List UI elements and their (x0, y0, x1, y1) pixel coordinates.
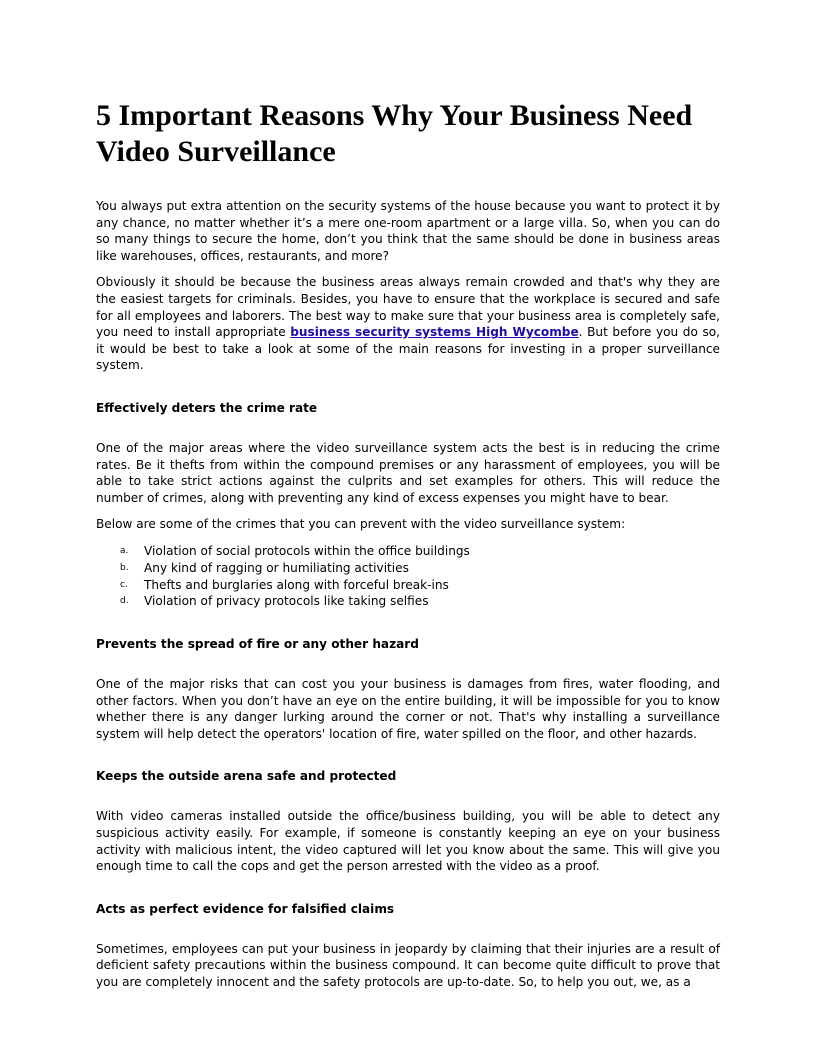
section-fire-paragraph: One of the major risks that can cost you your business is damages from fires, water flooding, and other factors. When you don’t have an eye on the entire building, it will be impossible for you to know whether there is any danger lurking around the corner or not. That's why installing a surveillance system will help detect the operators' location of fire, water spilled on the floor, and other hazards. (96, 677, 720, 741)
list-item-text: Thefts and burglaries along with forceful break-ins (144, 577, 449, 592)
business-security-link[interactable]: business security systems High Wycombe (290, 325, 579, 340)
section-outside-paragraph: With video cameras installed outside the office/business building, you will be able to detect any suspicious activity easily. For example, if someone is constantly keeping an eye on your business activity with malicious intent, the video captured will let you know about the same. This will give you enough time to call the cops and get the person arrested with the video as a proof. (96, 809, 720, 874)
intro-paragraph-2-start: Obviously it should be because the business areas always remain crowded and that's why they are the easiest targets for criminals. Besides, you have to ensure that the workplace is secured and safe for all employees and laborers. The best way to make sure that your business area is completely safe, you need to install appropriate (96, 275, 720, 340)
list-marker: c. (120, 579, 128, 590)
section-crime-paragraph-1: One of the major areas where the video surveillance system acts the best is in reducing the crime rates. Be it thefts from within the compound premises or any harassment of employees, you will be able to take strict actions against the culprits and set examples for others. This will reduce the number of crimes, along with preventing any kind of excess expenses you might have to bear. (96, 440, 720, 505)
list-marker: d. (120, 596, 129, 607)
intro-paragraph-2-end: . But before you do so, it would be best to take a look at some of the main reasons for investing in a proper surveillance system. (96, 325, 720, 373)
list-item-text: Any kind of ragging or humiliating activities (144, 560, 409, 575)
section-heading-evidence: Acts as perfect evidence for falsified claims (96, 901, 395, 916)
intro-paragraph-1: You always put extra attention on the security systems of the house because you want to protect it by any chance, no matter whether it’s a mere one-room apartment or a large villa. So, when you can do so many things to secure the home, don’t you think that the same should be done in business areas like warehouses, offices, restaurants, and more? (96, 199, 720, 263)
intro-paragraph-2 (96, 274, 720, 374)
list-item (96, 560, 720, 577)
section-heading-fire: Prevents the spread of fire or any other hazard (96, 637, 419, 652)
list-item (96, 593, 720, 610)
section-heading-outside: Keeps the outside arena safe and protected (96, 769, 397, 784)
list-item (96, 577, 720, 594)
section-heading-crime: Effectively deters the crime rate (96, 400, 318, 415)
list-marker: b. (120, 562, 129, 573)
crimes-list (96, 543, 720, 610)
section-evidence-paragraph: Sometimes, employees can put your business in jeopardy by claiming that their injuries are a result of deficient safety precautions within the business compound. It can become quite difficult to prove that you are completely innocent and the safety protocols are up-to-date. So, to help you out, we, as a (96, 941, 720, 990)
list-item (96, 543, 720, 560)
list-item-text: Violation of privacy protocols like taking selfies (144, 594, 429, 609)
list-marker: a. (120, 545, 129, 556)
page-title: 5 Important Reasons Why Your Business Need Video Surveillance (96, 99, 693, 168)
list-item-text: Violation of social protocols within the office buildings (144, 543, 470, 558)
section-crime-paragraph-2: Below are some of the crimes that you can prevent with the video surveillance system: (96, 517, 626, 532)
document-page (96, 98, 720, 1001)
